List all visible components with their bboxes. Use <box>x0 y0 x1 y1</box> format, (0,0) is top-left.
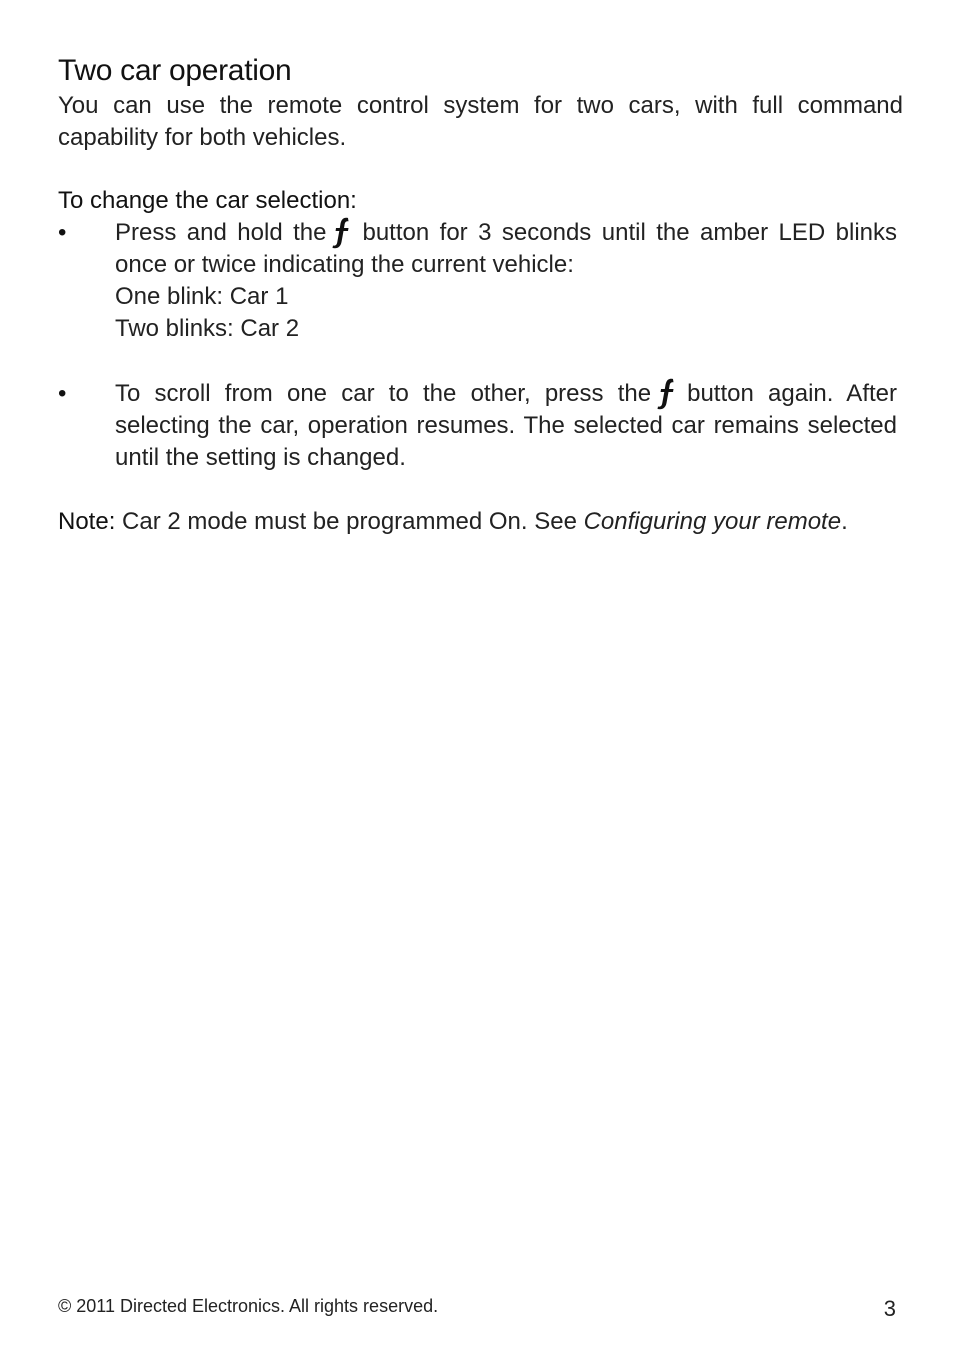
function-f-icon <box>326 217 362 249</box>
bullet-marker: • <box>58 380 67 407</box>
blink-line-car-1: One blink: Car 1 <box>115 283 289 310</box>
bullet-body <box>115 217 897 345</box>
bullet-text-before: To scroll from one car to the other, press the <box>115 380 652 407</box>
blink-line-car-2: Two blinks: Car 2 <box>115 315 300 342</box>
subheading: To change the car selection: <box>58 187 357 214</box>
bullet-text <box>115 378 897 474</box>
note-reference: Configuring your remote <box>583 508 842 535</box>
note-label: Note: <box>58 508 116 535</box>
bullet-text-after: button for 3 seconds until the amber LED blinks once or twice indicating the current vehicle: <box>115 219 898 278</box>
page-number: 3 <box>883 1296 896 1321</box>
intro-paragraph: You can use the remote control system for two cars, with full command capability for both vehicles. <box>58 92 903 151</box>
bullet-marker: • <box>58 219 67 246</box>
function-f-icon <box>651 378 687 410</box>
note-end: . <box>841 508 848 535</box>
bullet-body <box>115 378 897 474</box>
bullet-text-after: button again. After selecting the car, operation resumes. The selected car remains selected until the setting is changed. <box>115 380 897 471</box>
bullet-text-before: Press and hold the <box>115 219 327 246</box>
section-heading: Two car operation <box>58 54 292 87</box>
bullet-text <box>115 217 897 281</box>
note-text: Car 2 mode must be programmed On. See <box>122 508 577 535</box>
note-paragraph <box>58 506 903 538</box>
copyright-footer: © 2011 Directed Electronics. All rights reserved. <box>58 1296 439 1316</box>
